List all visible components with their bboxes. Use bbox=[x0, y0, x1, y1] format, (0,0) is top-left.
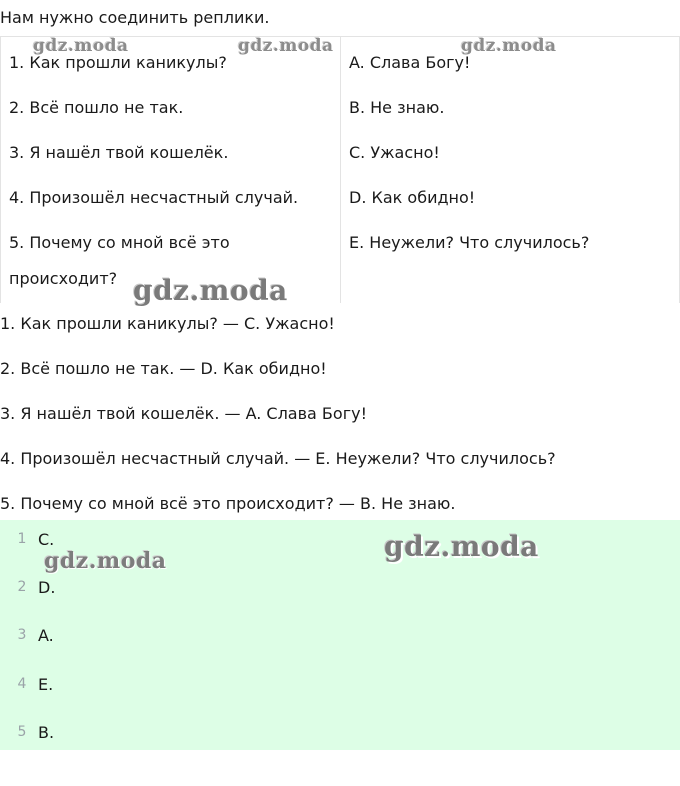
watermark-logo: gdz.moda bbox=[384, 530, 539, 563]
watermark-logo: gdz.moda bbox=[133, 274, 288, 307]
line-number: 5 bbox=[17, 724, 27, 740]
reply-e: E. Неужели? Что случилось? bbox=[349, 233, 590, 252]
reply-c: C. Ужасно! bbox=[349, 143, 440, 162]
short-answer-3: A. bbox=[38, 626, 54, 645]
short-answer-2: D. bbox=[38, 578, 56, 597]
watermark-logo: gdz.moda bbox=[33, 36, 129, 56]
phrase-5-line-1: 5. Почему со мной всё это bbox=[9, 233, 230, 252]
line-number: 3 bbox=[17, 627, 27, 643]
intro-text: Нам нужно соединить реплики. bbox=[0, 8, 270, 27]
short-answer-1: C. bbox=[38, 530, 55, 549]
matching-table bbox=[0, 36, 680, 307]
answer-line-3: 3. Я нашёл твой кошелёк. — A. Слава Богу! bbox=[0, 404, 367, 423]
line-number: 1 bbox=[17, 531, 27, 547]
watermark-logo: gdz.moda bbox=[44, 548, 167, 574]
answer-line-5: 5. Почему со мной всё это происходит? — B. Не знаю. bbox=[0, 494, 456, 513]
answer-line-4: 4. Произошёл несчастный случай. — E. Неужели? Что случилось? bbox=[0, 449, 556, 468]
line-number: 2 bbox=[17, 579, 27, 595]
line-number: 4 bbox=[17, 676, 27, 692]
short-answer-4: E. bbox=[38, 675, 54, 694]
column-divider bbox=[340, 37, 341, 303]
reply-a: A. Слава Богу! bbox=[349, 53, 471, 72]
answer-line-1: 1. Как прошли каникулы? — C. Ужасно! bbox=[0, 314, 335, 333]
reply-d: D. Как обидно! bbox=[349, 188, 476, 207]
answer-line-2: 2. Всё пошло не так. — D. Как обидно! bbox=[0, 359, 327, 378]
answer-code-block bbox=[0, 520, 680, 750]
watermark-logo: gdz.moda bbox=[461, 36, 557, 56]
phrase-3: 3. Я нашёл твой кошелёк. bbox=[9, 143, 229, 162]
reply-b: B. Не знаю. bbox=[349, 98, 445, 117]
phrase-5-line-2: происходит? bbox=[9, 269, 118, 288]
watermark-logo: gdz.moda bbox=[238, 36, 334, 56]
phrase-4: 4. Произошёл несчастный случай. bbox=[9, 188, 299, 207]
short-answer-5: B. bbox=[38, 723, 55, 742]
phrase-1: 1. Как прошли каникулы? bbox=[9, 53, 227, 72]
phrase-2: 2. Всё пошло не так. bbox=[9, 98, 184, 117]
